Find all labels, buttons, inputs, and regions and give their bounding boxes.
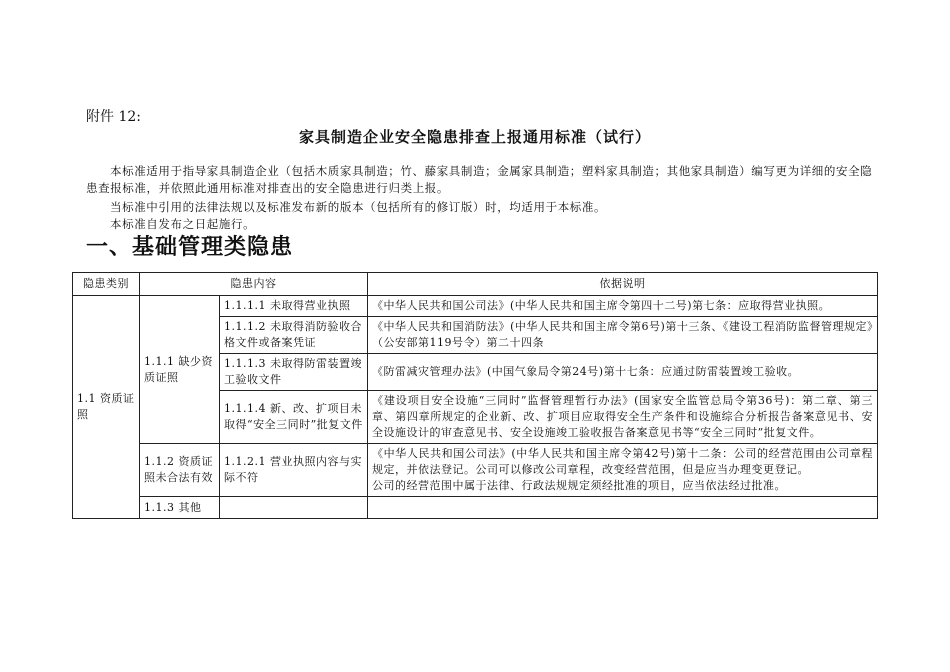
table-row — [73, 296, 878, 317]
table-row — [73, 444, 878, 497]
basis-cell: 《中华人民共和国消防法》(中华人民共和国主席令第6号)第十三条、《建设工程消防监督管理规定》（公安部第119号令）第二十四条 — [368, 317, 878, 354]
intro-paragraph-versions: 当标准中引用的法律法规以及标准发布新的版本（包括所有的修订版）时，均适用于本标准。 — [110, 200, 607, 214]
category-cell: 1.1 资质证照 — [73, 296, 140, 519]
table-row — [73, 497, 878, 519]
header-basis: 依据说明 — [368, 273, 878, 296]
hazard-standard-table — [72, 272, 878, 519]
table-header-row — [73, 273, 878, 296]
annex-label: 附件 12: — [86, 109, 141, 125]
basis-cell: 《建设项目安全设施“三同时”监督管理暂行办法》(国家安全监管总局令第36号)：第二章、第三章、第四章所规定的企业新、改、扩项目应取得安全生产条件和设施综合分析报告备案意见书、安全设施设计的审查意见书、安全设施竣工验收报告备案意见书等“安全三同时”批复文件。 — [368, 391, 878, 444]
basis-cell — [368, 444, 878, 497]
header-content: 隐患内容 — [140, 273, 368, 296]
basis-text: 《中华人民共和国公司法》(中华人民共和国主席令第42号)第十二条：公司的经营范围由公司章程规定，并依法登记。公司可以修改公司章程，改变经营范围，但是应当办理变更登记。 — [372, 447, 873, 476]
basis-cell — [368, 497, 878, 519]
intro-paragraph-scope: 本标准适用于指导家具制造企业（包括木质家具制造；竹、藤家具制造；金属家具制造；塑料家具制造；其他家具制造）编写更为详细的安全隐患查报标准，并依照此通用标准对排查出的安全隐患进行归类上报。 — [86, 164, 873, 195]
hazard-content-cell: 1.1.1.4 新、改、扩项目未取得“安全三同时”批复文件 — [220, 391, 368, 444]
basis-cell: 《中华人民共和国公司法》(中华人民共和国主席令第四十二号)第七条：应取得营业执照。 — [368, 296, 878, 317]
subcategory-cell: 1.1.3 其他 — [140, 497, 220, 519]
header-category: 隐患类别 — [73, 273, 140, 296]
hazard-content-cell: 1.1.1.3 未取得防雷装置竣工验收文件 — [220, 354, 368, 391]
document-title: 家具制造企业安全隐患排查上报通用标准（试行） — [298, 128, 651, 146]
hazard-content-cell — [220, 497, 368, 519]
subcategory-cell: 1.1.2 资质证照未合法有效 — [140, 444, 220, 497]
hazard-content-cell: 1.1.1.1 未取得营业执照 — [220, 296, 368, 317]
basis-text-continued: 公司的经营范围中属于法律、行政法规规定须经批准的项目，应当依法经过批准。 — [372, 479, 786, 492]
hazard-content-cell: 1.1.1.2 未取得消防验收合格文件或备案凭证 — [220, 317, 368, 354]
hazard-content-cell: 1.1.2.1 营业执照内容与实际不符 — [220, 444, 368, 497]
intro-paragraph-effective: 本标准自发布之日起施行。 — [110, 217, 256, 231]
subcategory-cell: 1.1.1 缺少资质证照 — [140, 296, 220, 444]
section-heading: 一、基础管理类隐患 — [86, 235, 294, 260]
basis-cell: 《防雷减灾管理办法》(中国气象局令第24号)第十七条：应通过防雷装置竣工验收。 — [368, 354, 878, 391]
